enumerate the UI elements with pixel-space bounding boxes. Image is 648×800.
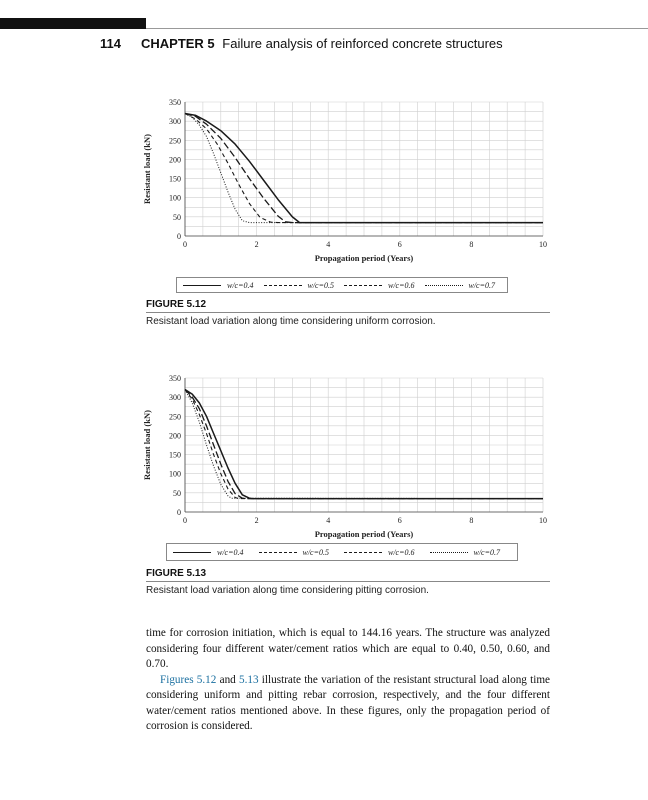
legend-item: [344, 278, 415, 292]
legend-label: w/c=0.4: [227, 280, 254, 290]
x-axis-title: Propagation period (Years): [314, 529, 414, 539]
y-tick-label: 100: [169, 469, 181, 479]
running-header: [100, 36, 503, 51]
y-tick-label: 0: [177, 508, 181, 517]
y-tick-label: 300: [169, 393, 181, 403]
figure-5-12-legend: [176, 277, 508, 293]
x-tick-label: 2: [254, 240, 259, 249]
y-tick-label: 200: [169, 155, 181, 165]
x-tick-label: 8: [469, 516, 474, 525]
page-number: 114: [100, 36, 121, 51]
legend-swatch: [425, 285, 463, 286]
legend-item: [259, 544, 330, 560]
y-tick-label: 350: [169, 374, 181, 383]
y-tick-label: 100: [169, 193, 181, 203]
header-black-bar: [0, 18, 146, 29]
legend-swatch: [430, 552, 468, 553]
legend-swatch: [173, 552, 211, 553]
figure-5-12-rule: [146, 312, 550, 313]
figure-5-13-rule: [146, 581, 550, 582]
figure-reference-5-13[interactable]: 5.13: [239, 673, 259, 686]
x-tick-label: 2: [254, 516, 259, 525]
paragraph-1: time for corrosion initiation, which is equal to 144.16 years. The structure was analyzed considering four different water/cement ratios which are equal to 0.40, 0.50, 0.60, and 0.70.: [146, 627, 550, 670]
legend-swatch: [344, 285, 382, 286]
legend-swatch: [259, 552, 297, 553]
y-tick-label: 200: [169, 431, 181, 441]
x-tick-label: 4: [326, 516, 331, 525]
figure-5-13-label: FIGURE 5.13: [146, 568, 207, 579]
legend-item: [425, 278, 496, 292]
x-tick-label: 6: [397, 240, 402, 249]
legend-label: w/c=0.6: [388, 547, 415, 557]
y-tick-label: 150: [169, 450, 181, 460]
y-tick-label: 350: [169, 98, 181, 107]
legend-item: [344, 544, 415, 560]
legend-swatch: [264, 285, 302, 286]
x-tick-label: 8: [469, 240, 474, 249]
header-rule: [146, 28, 648, 29]
paragraph-2-text: illustrate the variation of the resistant structural load along time considering uniform and pitting rebar corrosion, respectively, and the four different water/cement ratios mentioned above. In these figures, only the propagation period of corrosion is considered.: [146, 673, 551, 732]
figure-reference-5-12[interactable]: Figures 5.12: [160, 673, 217, 686]
y-axis-title: Resistant load (kN): [142, 410, 152, 480]
y-tick-label: 300: [169, 117, 181, 127]
chapter-title: Failure analysis of reinforced concrete structures: [222, 36, 503, 51]
figure-5-12-label: FIGURE 5.12: [146, 299, 207, 310]
legend-label: w/c=0.7: [473, 547, 501, 557]
y-tick-label: 250: [169, 136, 181, 146]
x-tick-label: 0: [183, 516, 187, 525]
legend-item: [183, 278, 254, 292]
legend-label: w/c=0.7: [468, 280, 496, 290]
body-text: [146, 626, 550, 735]
y-tick-label: 0: [177, 232, 181, 241]
legend-label: w/c=0.5: [307, 280, 335, 290]
paragraph-2-and: and: [216, 673, 239, 686]
chapter-label: CHAPTER 5: [140, 36, 215, 51]
legend-item: [430, 544, 501, 560]
legend-item: [264, 278, 335, 292]
legend-swatch: [183, 285, 221, 286]
y-tick-label: 50: [173, 488, 181, 498]
y-axis-title: Resistant load (kN): [142, 134, 152, 204]
x-tick-label: 6: [397, 516, 402, 525]
x-tick-label: 10: [539, 516, 547, 525]
y-tick-label: 250: [169, 412, 181, 422]
figure-5-13-chart: [140, 364, 560, 544]
x-tick-label: 4: [326, 240, 331, 249]
paragraph-2: [146, 673, 550, 735]
y-tick-label: 50: [173, 212, 181, 222]
legend-label: w/c=0.4: [217, 547, 244, 557]
y-tick-label: 150: [169, 174, 181, 184]
figure-5-12-caption: Resistant load variation along time considering uniform corrosion.: [146, 316, 436, 327]
legend-label: w/c=0.5: [302, 547, 330, 557]
legend-swatch: [344, 552, 382, 553]
legend-item: [173, 544, 244, 560]
x-tick-label: 10: [539, 240, 547, 249]
legend-label: w/c=0.6: [388, 280, 415, 290]
x-tick-label: 0: [183, 240, 187, 249]
figure-5-13-caption: Resistant load variation along time considering pitting corrosion.: [146, 585, 429, 596]
figure-5-12-chart: [140, 96, 560, 276]
figure-5-13-legend: [166, 543, 518, 561]
x-axis-title: Propagation period (Years): [314, 253, 414, 263]
